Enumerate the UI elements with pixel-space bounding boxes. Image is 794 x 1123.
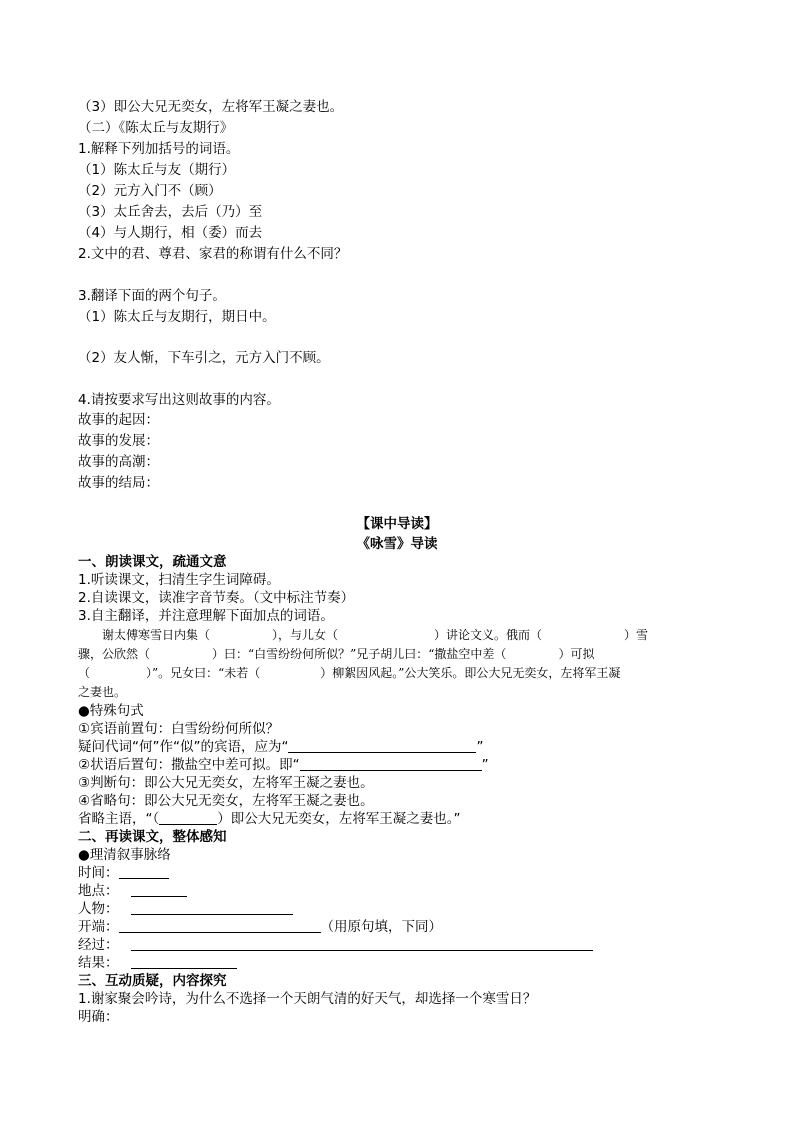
part-1-item: 2.自读课文，读准字音节奏。（文中标注节奏） (78, 590, 355, 606)
question-1: 1.解释下列加括号的词语。 (78, 141, 240, 157)
part-1-item: 1.听读课文，扫清生字生词障碍。 (78, 572, 280, 588)
passage-line-1: 谢太傅寒雪日内集（ ），与儿女（ ）讲论文义。俄而（ ）雪 (102, 628, 649, 642)
q1-item: （4）与人期行，相（委）而去 (78, 225, 263, 241)
part-3-question-1: 1.谢家聚会吟诗，为什么不选择一个天朗气清的好天气，却选择一个寒雪日？ (78, 991, 537, 1007)
special-sentence-1-note: 疑问代词“何”作“似”的宾语，应为“ ” (78, 739, 484, 755)
special-sentence-4: ④省略句：即公大兄无奕女，左将军王凝之妻也。 (78, 793, 374, 809)
special-sentence-4-note: 省略主语，“（ ）即公大兄无奕女，左将军王凝之妻也。” (78, 811, 461, 827)
part-1-item: 3.自主翻译，并注意理解下面加点的词语。 (78, 608, 334, 624)
q1-item-3: （3）即公大兄无奕女，左将军王凝之妻也。 (78, 99, 344, 115)
part-3-heading: 三、互动质疑，内容探究 (78, 973, 227, 989)
answer-blank[interactable] (300, 756, 482, 771)
answer-blank[interactable] (159, 810, 217, 825)
story-cause: 故事的起因： (78, 412, 159, 428)
start-blank[interactable] (119, 918, 321, 933)
guide-subheading: 《咏雪》导读 (356, 536, 438, 552)
special-sentences-heading: ●特殊句式 (78, 703, 144, 719)
passage-line-2: 骤，公欣然（ ）曰：“白雪纷纷何所似？”兄子胡儿曰：“撒盐空中差（ ）可拟 (78, 647, 595, 661)
question-2: 2.文中的君、尊君、家君的称谓有什么不同？ (78, 246, 348, 262)
outline-result: 结果： (78, 954, 237, 972)
q3-item: （2）友人惭，下车引之，元方入门不顾。 (78, 350, 330, 366)
section-title-chen-taiqiu: （二）《陈太丘与友期行》 (78, 120, 234, 136)
q1-item: （2）元方入门不（顾） (78, 183, 222, 199)
q1-item: （1）陈太丘与友（期行） (78, 162, 236, 178)
outline-process: 经过： (78, 936, 593, 954)
part-1-heading: 一、朗读课文，疏通文意 (78, 554, 227, 570)
outline-people: 人物： (78, 900, 293, 918)
q1-item: （3）太丘舍去，去后（乃）至 (78, 204, 263, 220)
passage-line-3: （ ）”。兄女曰：“未若（ ）柳絮因风起。”公大笑乐。即公大兄无奕女，左将军王凝 (78, 666, 621, 680)
story-climax: 故事的高潮： (78, 454, 159, 470)
place-blank[interactable] (131, 882, 187, 897)
question-4: 4.请按要求写出这则故事的内容。 (78, 392, 280, 408)
answer-blank[interactable] (288, 738, 476, 753)
special-sentence-1: ①宾语前置句：白雪纷纷何所似？ (78, 721, 280, 737)
people-blank[interactable] (131, 900, 293, 915)
time-blank[interactable] (119, 864, 169, 879)
outline-place: 地点： (78, 882, 187, 900)
narrative-outline-heading: ●理清叙事脉络 (78, 847, 171, 863)
guide-heading: 【课中导读】 (356, 516, 438, 532)
passage-line-4: 之妻也。 (78, 685, 127, 699)
special-sentence-3: ③判断句：即公大兄无奕女，左将军王凝之妻也。 (78, 775, 374, 791)
part-2-heading: 二、再读课文，整体感知 (78, 829, 227, 845)
story-development: 故事的发展： (78, 433, 159, 449)
special-sentence-2: ②状语后置句：撒盐空中差可拟。即“ ” (78, 757, 489, 773)
story-ending: 故事的结局： (78, 475, 159, 491)
outline-time: 时间： (78, 864, 169, 882)
question-3: 3.翻译下面的两个句子。 (78, 288, 226, 304)
process-blank[interactable] (131, 936, 593, 951)
outline-start: 开端： （用原句填，下同） (78, 919, 442, 935)
q3-item: （1）陈太丘与友期行，期日中。 (78, 309, 276, 325)
result-blank[interactable] (131, 954, 237, 969)
part-3-answer-label: 明确： (78, 1009, 119, 1025)
